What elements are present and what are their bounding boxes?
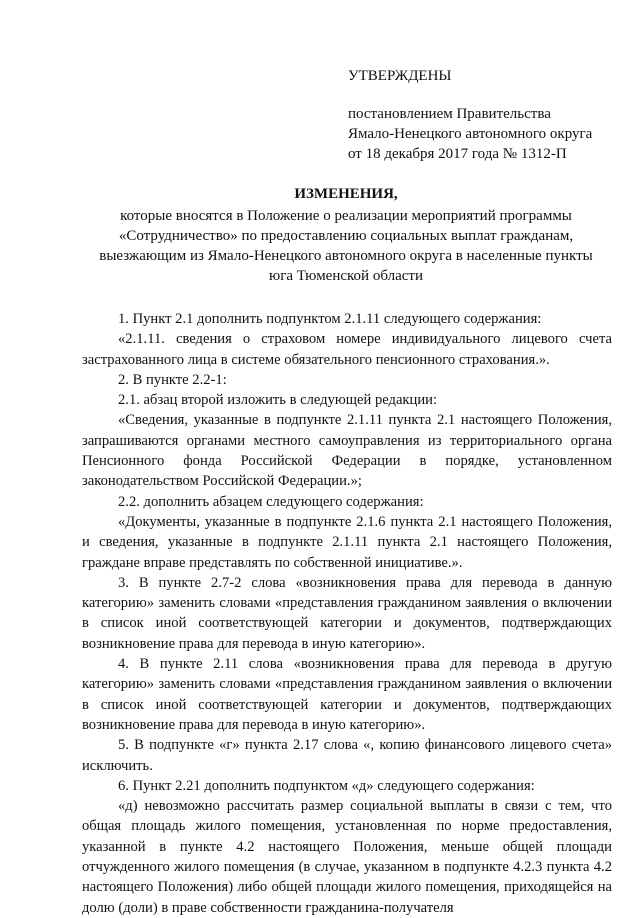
paragraph: 2.1. абзац второй изложить в следующей редакции:: [118, 392, 438, 409]
paragraph: «Сведения, указанные в подпункте 2.1.11 пункта 2.1 настоящего Положения, запрашиваются органами местного самоуправления из территориального органа Пенсионного фонда Российской Федерации в порядке, установленном законодательством Российской Федерации.»;: [82, 412, 612, 490]
paragraph: 2. В пункте 2.2-1:: [118, 371, 227, 388]
approval-line: Ямало-Ненецкого автономного округа: [348, 126, 593, 142]
paragraph: 5. В подпункте «г» пункта 2.17 слова «, копию финансового лицевого счета» исключить.: [82, 737, 612, 774]
approved-heading: УТВЕРЖДЕНЫ: [348, 68, 452, 84]
approval-line: постановлением Правительства: [348, 106, 551, 122]
paragraph: «д) невозможно рассчитать размер социальной выплаты в связи с тем, что общая площадь жилого помещения, установленная по норме предоставления, указанной в пункте 4.2 настоящего Положения, меньше общей площади отчужденного жилого помещения (в случае, указанном в подпункте 4.2.3 пункта 4.2 настоящего Положения) либо общей площади жилого помещения, приходящейся на долю (доли) в праве собственности гражданина-получателя: [82, 798, 612, 916]
paragraph: 1. Пункт 2.1 дополнить подпунктом 2.1.11 следующего содержания:: [118, 311, 542, 327]
document-body: [82, 309, 612, 918]
document-title-block: [96, 184, 596, 286]
document-subtitle: которые вносятся в Положение о реализации мероприятий программы «Сотрудничество» по предоставлению социальных выплат гражданам, выезжающим из Ямало-Ненецкого автономного округа в населенные пункты юга Тюменской области: [99, 208, 593, 284]
paragraph: «Документы, указанные в подпункте 2.1.6 пункта 2.1 настоящего Положения, и сведения, указанные в подпункте 2.1.11 пункта 2.1 настоящего Положения, граждане вправе представлять по собственной инициативе.».: [82, 513, 612, 571]
paragraph: 6. Пункт 2.21 дополнить подпунктом «д» следующего содержания:: [118, 777, 535, 794]
paragraph: 3. В пункте 2.7-2 слова «возникновения права для перевода в данную категорию» заменить словами «представления гражданином заявления о включении в список иной соответствующей категории и документов, подтверждающих возникновение права для перевода в иную категорию».: [82, 574, 612, 652]
paragraph: 2.2. дополнить абзацем следующего содержания:: [118, 493, 424, 510]
document-title: ИЗМЕНЕНИЯ,: [294, 186, 398, 202]
paragraph: 4. В пункте 2.11 слова «возникновения права для перевода в другую категорию» заменить словами «представления гражданином заявления о включении в список иной соответствующей категории и документов, подтверждающих возникновение права для перевода в иную категорию».: [82, 656, 612, 733]
approval-line: от 18 декабря 2017 года № 1312-П: [348, 146, 567, 162]
paragraph: «2.1.11. сведения о страховом номере индивидуального лицевого счета застрахованного лица в системе обязательного пенсионного страхования.».: [82, 331, 612, 368]
approval-block: [348, 66, 618, 164]
